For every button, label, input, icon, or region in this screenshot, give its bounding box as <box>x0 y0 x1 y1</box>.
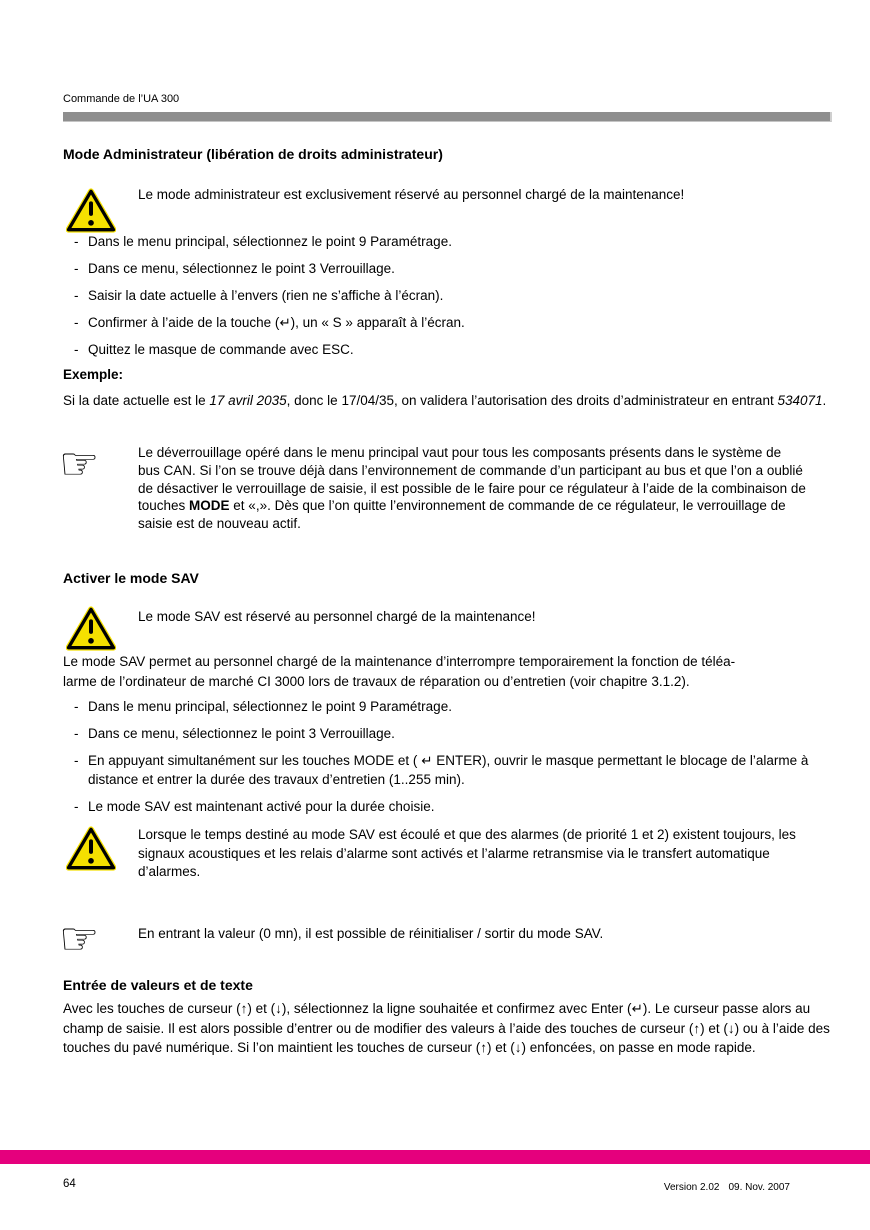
example-label: Exemple: <box>63 367 124 382</box>
warning-triangle-icon <box>66 826 116 871</box>
section-heading-sav: Activer le mode SAV <box>63 570 199 586</box>
version-label: Version 2.02 <box>663 1182 720 1193</box>
page-number: 64 <box>63 1178 76 1190</box>
section-heading-entry: Entrée de valeurs et de texte <box>63 977 253 993</box>
bullet-dash: - <box>74 799 79 814</box>
section-heading-admin: Mode Administrateur (libération de droits administrateur) <box>63 146 443 162</box>
bullet-dash: - <box>74 753 79 768</box>
list-item <box>74 259 819 278</box>
list-item <box>74 232 819 251</box>
list-item <box>74 286 819 305</box>
entry-paragraph: Avec les touches de curseur (↑) et (↓), sélectionnez la ligne souhaitée et confirmez avec Enter (↵). Le curseur passe alors au champ de saisie. Il est alors possible d’entrer ou de modifier des valeurs à l’aide des touches de curseur (↑) et (↓) ou à l’aide des touches du pavé numérique. Si l’on maintient les touches de curseur (↑) et (↓) enfoncées, on passe en mode rapide. <box>63 1001 830 1055</box>
sav-timeout-warning-text: Lorsque le temps destiné au mode SAV est écoulé et que des alarmes (de priorité 1 et 2) existent toujours, les signaux acoustiques et les relais d’alarme sont activés et l’alarme retransmise via le transfert automatique d’alarmes. <box>138 827 796 879</box>
list-item <box>74 751 819 789</box>
list-item <box>74 340 819 359</box>
list-item <box>74 724 819 743</box>
admin-warning-text: Le mode administrateur est exclusivement réservé au personnel chargé de la maintenance! <box>138 187 685 202</box>
bullet-dash: - <box>74 261 79 276</box>
sav-warning-text: Le mode SAV est réservé au personnel chargé de la maintenance! <box>138 609 536 624</box>
step-text: Dans le menu principal, sélectionnez le point 9 Paramétrage. <box>88 234 452 249</box>
list-item <box>74 797 819 816</box>
sav-intro-line2: larme de l’ordinateur de marché CI 3000 lors de travaux de réparation ou d’entretien (voir chapitre 3.1.2). <box>63 673 690 689</box>
list-item <box>74 313 819 332</box>
version-date: 09. Nov. 2007 <box>728 1182 790 1193</box>
sav-intro-line1: Le mode SAV permet au personnel chargé de la maintenance d’interrompre temporairement la fonction de téléa- <box>63 654 736 669</box>
sav-note-text: En entrant la valeur (0 mn), il est possible de réinitialiser / sortir du mode SAV. <box>138 926 604 941</box>
list-item <box>74 697 819 716</box>
sav-steps-list <box>74 697 819 824</box>
step-text: En appuyant simultanément sur les touches MODE et ( ↵ ENTER), ouvrir le masque permettant le blocage de l’alarme à distance et entrer la durée des travaux d’entretien (1..255 min). <box>88 753 809 787</box>
pointing-hand-icon: ☞ <box>59 437 100 490</box>
note-text: Le déverrouillage opéré dans le menu principal vaut pour tous les composants présents dans le système de bus CAN. Si l’on se trouve déjà dans l’environnement de commande d’un participant au bus et que l’on a oublié de désactiver le verrouillage de saisie, il est possible de le faire pour ce régulateur à l’aide de la combinaison de touches <box>138 445 806 514</box>
bullet-dash: - <box>74 234 79 249</box>
admin-note-paragraph <box>138 444 806 533</box>
example-paragraph <box>63 391 830 411</box>
example-text: , donc le 17/04/35, on validera l’autorisation des droits d’administrateur en entrant <box>286 393 778 408</box>
warning-triangle-icon <box>66 188 116 233</box>
header-rule <box>63 112 832 122</box>
step-text: Le mode SAV est maintenant activé pour la durée choisie. <box>88 799 435 814</box>
admin-steps-list <box>74 232 819 367</box>
note-text: et «,». Dès que l’on quitte l’environnement de commande de ce régulateur, le verrouillage de saisie est de nouveau actif. <box>138 498 786 532</box>
step-text: Dans ce menu, sélectionnez le point 3 Verrouillage. <box>88 726 395 741</box>
example-text: Si la date actuelle est le <box>63 393 210 408</box>
step-text: Dans ce menu, sélectionnez le point 3 Verrouillage. <box>88 261 395 276</box>
pointing-hand-icon: ☞ <box>59 912 100 965</box>
bullet-dash: - <box>74 315 79 330</box>
step-text: Saisir la date actuelle à l’envers (rien ne s’affiche à l’écran). <box>88 288 444 303</box>
note-mode-bold: MODE <box>189 498 230 514</box>
running-header: Commande de l’UA 300 <box>63 93 180 105</box>
step-text: Dans le menu principal, sélectionnez le point 9 Paramétrage. <box>88 699 452 714</box>
example-date-italic: 17 avril 2035 <box>209 393 287 408</box>
example-text: . <box>822 393 827 408</box>
step-text: Quittez le masque de commande avec ESC. <box>88 342 354 357</box>
footer-version <box>664 1182 790 1193</box>
sav-intro-paragraph <box>63 652 833 691</box>
bullet-dash: - <box>74 342 79 357</box>
bullet-dash: - <box>74 726 79 741</box>
footer-accent-bar <box>0 1150 870 1164</box>
step-text: Confirmer à l’aide de la touche (↵), un « S » apparaît à l’écran. <box>88 315 465 330</box>
bullet-dash: - <box>74 699 79 714</box>
warning-triangle-icon <box>66 606 116 651</box>
example-code-italic: 534071 <box>777 393 823 408</box>
bullet-dash: - <box>74 288 79 303</box>
